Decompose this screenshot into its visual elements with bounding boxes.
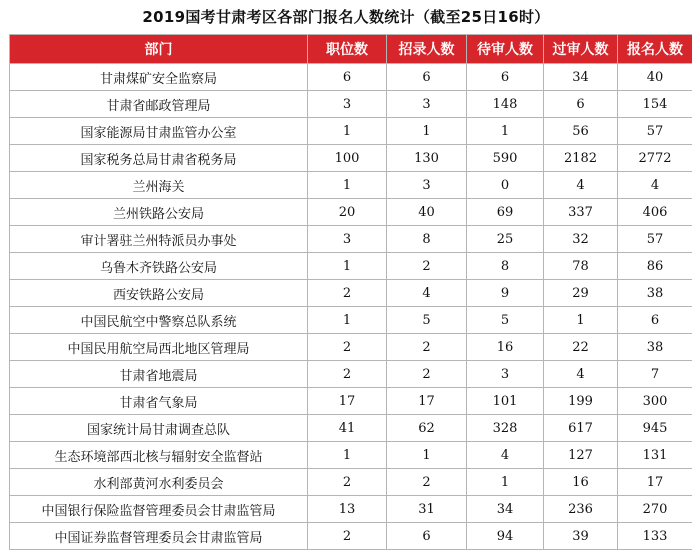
table-row [10,118,692,145]
department-cell: 西安铁路公安局 [10,280,308,307]
department-cell: 中国民用航空局西北地区管理局 [10,334,308,361]
column-header-approved: 过审人数 [544,35,618,64]
recruits-cell: 3 [387,91,467,118]
applicants-cell: 2772 [618,145,692,172]
positions-cell: 3 [308,91,387,118]
table-row [10,91,692,118]
pending-cell: 6 [467,64,544,91]
table-row [10,415,692,442]
department-cell: 国家统计局甘肃调查总队 [10,415,308,442]
table-row [10,280,692,307]
approved-cell: 4 [544,172,618,199]
applicants-cell: 945 [618,415,692,442]
approved-cell: 199 [544,388,618,415]
pending-cell: 69 [467,199,544,226]
table-row [10,442,692,469]
applicants-cell: 38 [618,280,692,307]
recruits-cell: 17 [387,388,467,415]
table-row [10,388,692,415]
positions-cell: 1 [308,118,387,145]
table-row [10,64,692,91]
column-header-recruits: 招录人数 [387,35,467,64]
approved-cell: 32 [544,226,618,253]
recruits-cell: 40 [387,199,467,226]
table-row [10,145,692,172]
positions-cell: 13 [308,496,387,523]
approved-cell: 617 [544,415,618,442]
applicants-cell: 40 [618,64,692,91]
approved-cell: 337 [544,199,618,226]
table-row [10,253,692,280]
applicants-cell: 154 [618,91,692,118]
department-cell: 国家税务总局甘肃省税务局 [10,145,308,172]
pending-cell: 16 [467,334,544,361]
positions-cell: 100 [308,145,387,172]
recruits-cell: 1 [387,442,467,469]
positions-cell: 1 [308,253,387,280]
department-cell: 兰州海关 [10,172,308,199]
approved-cell: 1 [544,307,618,334]
column-header-applicants: 报名人数 [618,35,692,64]
applicants-cell: 300 [618,388,692,415]
recruits-cell: 1 [387,118,467,145]
pending-cell: 328 [467,415,544,442]
pending-cell: 8 [467,253,544,280]
stats-table [9,34,692,550]
approved-cell: 16 [544,469,618,496]
table-row [10,226,692,253]
positions-cell: 41 [308,415,387,442]
positions-cell: 3 [308,226,387,253]
table-row [10,496,692,523]
applicants-cell: 38 [618,334,692,361]
applicants-cell: 57 [618,226,692,253]
pending-cell: 9 [467,280,544,307]
department-cell: 甘肃煤矿安全监察局 [10,64,308,91]
department-cell: 甘肃省邮政管理局 [10,91,308,118]
pending-cell: 4 [467,442,544,469]
recruits-cell: 4 [387,280,467,307]
applicants-cell: 270 [618,496,692,523]
pending-cell: 590 [467,145,544,172]
positions-cell: 17 [308,388,387,415]
department-cell: 兰州铁路公安局 [10,199,308,226]
recruits-cell: 2 [387,361,467,388]
positions-cell: 1 [308,442,387,469]
applicants-cell: 17 [618,469,692,496]
recruits-cell: 6 [387,64,467,91]
applicants-cell: 131 [618,442,692,469]
positions-cell: 2 [308,361,387,388]
applicants-cell: 133 [618,523,692,550]
pending-cell: 25 [467,226,544,253]
recruits-cell: 31 [387,496,467,523]
table-row [10,334,692,361]
department-cell: 生态环境部西北核与辐射安全监督站 [10,442,308,469]
approved-cell: 236 [544,496,618,523]
pending-cell: 1 [467,469,544,496]
department-cell: 甘肃省气象局 [10,388,308,415]
pending-cell: 34 [467,496,544,523]
department-cell: 乌鲁木齐铁路公安局 [10,253,308,280]
approved-cell: 29 [544,280,618,307]
table-row [10,361,692,388]
pending-cell: 148 [467,91,544,118]
column-header-department: 部门 [10,35,308,64]
department-cell: 水利部黄河水利委员会 [10,469,308,496]
recruits-cell: 2 [387,253,467,280]
recruits-cell: 6 [387,523,467,550]
recruits-cell: 8 [387,226,467,253]
department-cell: 中国证券监督管理委员会甘肃监管局 [10,523,308,550]
pending-cell: 3 [467,361,544,388]
applicants-cell: 406 [618,199,692,226]
applicants-cell: 7 [618,361,692,388]
applicants-cell: 57 [618,118,692,145]
positions-cell: 1 [308,307,387,334]
recruits-cell: 5 [387,307,467,334]
approved-cell: 78 [544,253,618,280]
positions-cell: 2 [308,280,387,307]
positions-cell: 20 [308,199,387,226]
positions-cell: 1 [308,172,387,199]
pending-cell: 5 [467,307,544,334]
positions-cell: 6 [308,64,387,91]
recruits-cell: 2 [387,334,467,361]
page-title: 2019国考甘肃考区各部门报名人数统计（截至25日16时） [142,8,550,26]
positions-cell: 2 [308,469,387,496]
positions-cell: 2 [308,523,387,550]
table-row [10,199,692,226]
pending-cell: 1 [467,118,544,145]
column-header-positions: 职位数 [308,35,387,64]
positions-cell: 2 [308,334,387,361]
department-cell: 中国民航空中警察总队系统 [10,307,308,334]
pending-cell: 94 [467,523,544,550]
approved-cell: 6 [544,91,618,118]
pending-cell: 101 [467,388,544,415]
table-row [10,307,692,334]
table-header-row [10,35,692,64]
approved-cell: 4 [544,361,618,388]
approved-cell: 34 [544,64,618,91]
column-header-pending: 待审人数 [467,35,544,64]
table-body [10,64,692,550]
applicants-cell: 86 [618,253,692,280]
recruits-cell: 3 [387,172,467,199]
recruits-cell: 130 [387,145,467,172]
approved-cell: 56 [544,118,618,145]
applicants-cell: 6 [618,307,692,334]
pending-cell: 0 [467,172,544,199]
recruits-cell: 62 [387,415,467,442]
approved-cell: 22 [544,334,618,361]
table-row [10,469,692,496]
approved-cell: 39 [544,523,618,550]
table-row [10,523,692,550]
approved-cell: 2182 [544,145,618,172]
department-cell: 国家能源局甘肃监管办公室 [10,118,308,145]
department-cell: 审计署驻兰州特派员办事处 [10,226,308,253]
approved-cell: 127 [544,442,618,469]
department-cell: 中国银行保险监督管理委员会甘肃监管局 [10,496,308,523]
table-row [10,172,692,199]
department-cell: 甘肃省地震局 [10,361,308,388]
applicants-cell: 4 [618,172,692,199]
recruits-cell: 2 [387,469,467,496]
